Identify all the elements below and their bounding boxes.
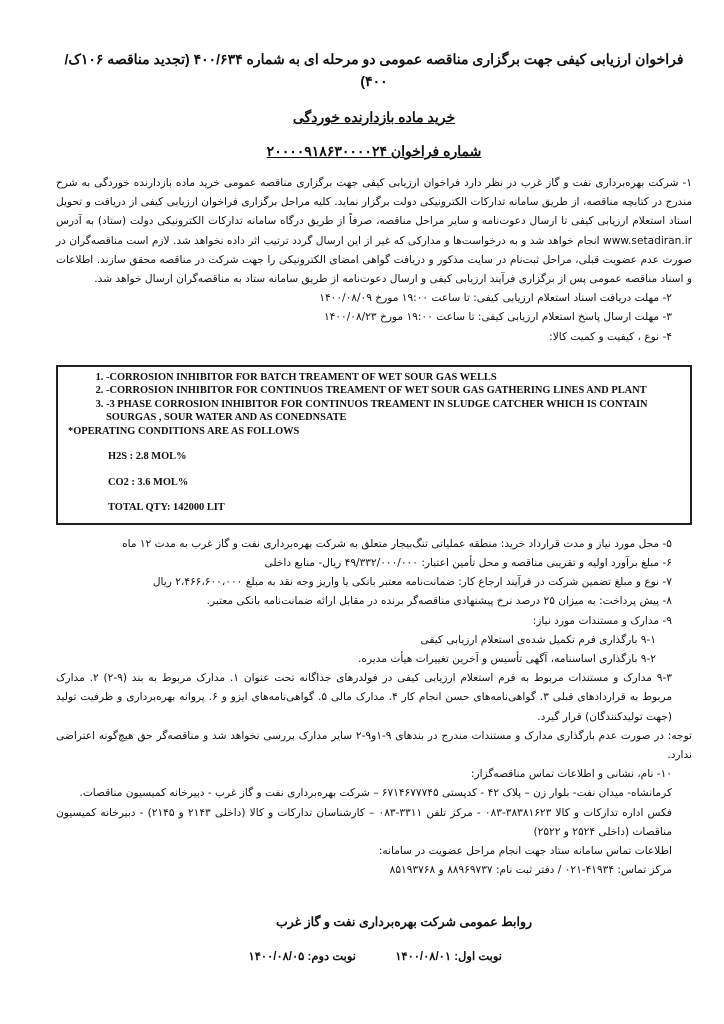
h2s-value: H2S : 2.8 MOL% [108, 451, 187, 463]
item-9-2: ۹-۲ بارگذاری اساسنامه، آگهی تأسیس و آخرین تغییرات هیأت مدیره. [358, 653, 656, 666]
item-4: ۴- نوع ، کیفیت و کمیت کالا: [549, 330, 672, 343]
goods-item: 1. -CORROSION INHIBITOR FOR BATCH TREAMENT OF WET SOUR GAS WELLS [106, 371, 680, 385]
goods-item: 3. -3 PHASE CORROSION INHIBITOR FOR CONTINUOS TREAMENT IN SLUDGE CATCHER WHICH IS CONTAIN SOURGAS , SOUR WATER AND AS CONEDNSATE [106, 398, 680, 425]
contact-phones: فکس اداره تدارکات و کالا ۳۸۳۸۱۶۲۳-۰۸۳ - مرکز تلفن ۳۳۱۱-۰۸۳ – کارشناسان تدارکات و کالا (داخلی ۲۱۴۳ و ۲۱۴۵) - دبیرخانه کمیسیون مناقصات (داخلی ۲۵۲۴ و ۲۵۲۲) [56, 806, 672, 838]
notice-title: فراخوان ارزیابی کیفی جهت برگزاری مناقصه عمومی دو مرحله ای به شماره ۴۰۰/۶۳۴ (تجدید مناقصه ۱۰۶ک/۴۰۰) [64, 51, 684, 89]
call-number: شماره فراخوان ۲۰۰۰۰۹۱۸۶۳۰۰۰۰۲۴ [266, 143, 482, 159]
item-9-1: ۹-۱ بارگذاری فرم تکمیل شده‌ی استعلام ارزیابی کیفی [420, 633, 656, 646]
first-publication-date: نوبت اول: ۱۴۰۰/۰۸/۰۱ [395, 951, 502, 964]
setad-contact-numbers: مرکز تماس: ۴۱۹۳۴-۰۲۱ / دفتر ثبت نام: ۸۸۹۶۹۷۳۷ و ۸۵۱۹۳۷۶۸ [389, 864, 672, 877]
item-8: ۸- پیش پرداخت: به میزان ۲۵ درصد نرخ پیشنهادی مناقصه‌گر برنده در مقابل ارائه ضمانت‌نامه بانکی معتبر. [206, 595, 672, 608]
item-10-title: ۱۰- نام، نشانی و اطلاعات تماس مناقصه‌گزار: [470, 768, 672, 781]
note: توجه: در صورت عدم بارگذاری مدارک و مستندات مندرج در بندهای ۹-۱و۹-۲ سایر مدارک بررسی نخواهد شد و مناقصه‌گر حق هیچ‌گونه اعتراضی ندارد. [56, 729, 692, 762]
publication-dates [56, 949, 692, 963]
second-publication-date: نوبت دوم: ۱۴۰۰/۰۸/۰۵ [248, 951, 357, 964]
item-5: ۵- محل مورد نیاز و مدت قرارداد خرید: منطقه عملیاتی تنگ‌بیجار متعلق به شرکت بهره‌برداری نفت و گاز غرب به مدت ۱۲ ماه [122, 537, 672, 550]
item-2: ۲- مهلت دریافت اسناد استعلام ارزیابی کیفی: تا ساعت ۱۹:۰۰ مورخ ۱۴۰۰/۰۸/۰۹ [319, 292, 672, 305]
item-6: ۶- مبلغ برآورد اولیه و تقریبی مناقصه و محل تأمین اعتبار: ۴۹/۳۳۲/۰۰۰/۰۰۰ ریال- منابع داخلی [264, 557, 672, 570]
total-quantity: TOTAL QTY: 142000 LIT [108, 502, 225, 514]
paragraph-1-text: ۱- شرکت بهره‌برداری نفت و گاز غرب در نظر دارد فراخوان ارزیابی کیفی جهت برگزاری مناقصه عمومی خرید ماده بازدارنده خوردگی به شرح مندرج در کتابچه مناقصه، از طریق سامانه تدارکات الکترونیکی دولت برگزار نماید. کلیه مراحل برگزاری فراخوان ارزیابی کیفی از دریافت و تحویل اسناد استعلام ارزیابی کیفی تا ارسال دعوت‌نامه و سایر مراحل مناقصه، صرفاً از طریق درگاه سامانه تدارکات الکترونیکی دولت (ستاد) به آدرس [56, 177, 692, 228]
paragraph-1-text-cont: انجام خواهد شد و به درخواست‌ها و مدارکی که غیر از این ارسال گردد ترتیب اثر داده نخواهد شد. لازم است مناقصه‌گران در صورت عدم عضویت قبلی، مراحل ثبت‌نام در سایت مذکور و دریافت گواهی امضای الکترونیکی را جهت شرکت در مناقصه محقق سازند. اطلاعات و اسناد مناقصه عمومی پس از برگزاری فرآیند ارزیابی کیفی و ارسال دعوت‌نامه از طریق سامانه ستاد به مناقصه‌گران ارسال خواهد شد. [56, 234, 692, 286]
notice-subtitle: خرید ماده بازدارنده خوردگی [292, 109, 456, 125]
tender-notice [56, 48, 692, 963]
item-7: ۷- نوع و مبلغ تضمین شرکت در فرآیند ارجاع کار: ضمانت‌نامه معتبر بانکی یا واریز وجه نقد به مبلغ ۲،۴۶۶،۶۰۰،۰۰۰ ریال [152, 576, 672, 589]
setad-website-link[interactable]: www.setadiran.ir [603, 234, 692, 247]
goods-specification-box [56, 365, 692, 525]
contact-address: کرمانشاه- میدان نفت- بلوار زن – پلاک ۴۲ - کدپستی ۶۷۱۴۶۷۷۷۴۵ – شرکت بهره‌برداری نفت و گاز غرب - دبیرخانه کمیسیون مناقصات. [79, 787, 672, 800]
signature-public-relations: روابط عمومی شرکت بهره‌برداری نفت و گاز غرب [275, 915, 533, 930]
item-9: ۹- مدارک و مستندات مورد نیاز: [532, 614, 672, 627]
setad-contact-title: اطلاعات تماس سامانه ستاد جهت انجام مراحل عضویت در سامانه: [378, 845, 672, 858]
paragraph-1 [56, 174, 692, 289]
co2-value: CO2 : 3.6 MOL% [108, 476, 189, 488]
operating-conditions-title: *OPERATING CONDITIONS ARE AS FOLLOWS [68, 425, 300, 437]
item-3: ۳- مهلت ارسال پاسخ استعلام ارزیابی کیفی: تا ساعت ۱۹:۰۰ مورخ ۱۴۰۰/۰۸/۲۳ [323, 311, 672, 324]
goods-item: 2. -CORROSION INHIBITOR FOR CONTINUOS TREAMENT OF WET SOUR GAS GATHERING LINES AND PLANT [106, 384, 680, 398]
item-9-3: ۹-۳ مدارک و مستندات مربوط به فرم استعلام ارزیابی کیفی در فولدرهای جداگانه تحت عنوان ۱. مدارک مربوط به بند (۹-۲) ۲. مدارک مربوط به قراردادهای قبلی ۳. گواهی‌نامه‌های حسن انجام کار ۴. مدارک مالی ۵. گواهی‌نامه‌های ایزو و ۶. پروانه بهره‌برداری و ظرفیت تولید (جهت تولیدکنندگان) قرار گیرد. [56, 672, 672, 723]
